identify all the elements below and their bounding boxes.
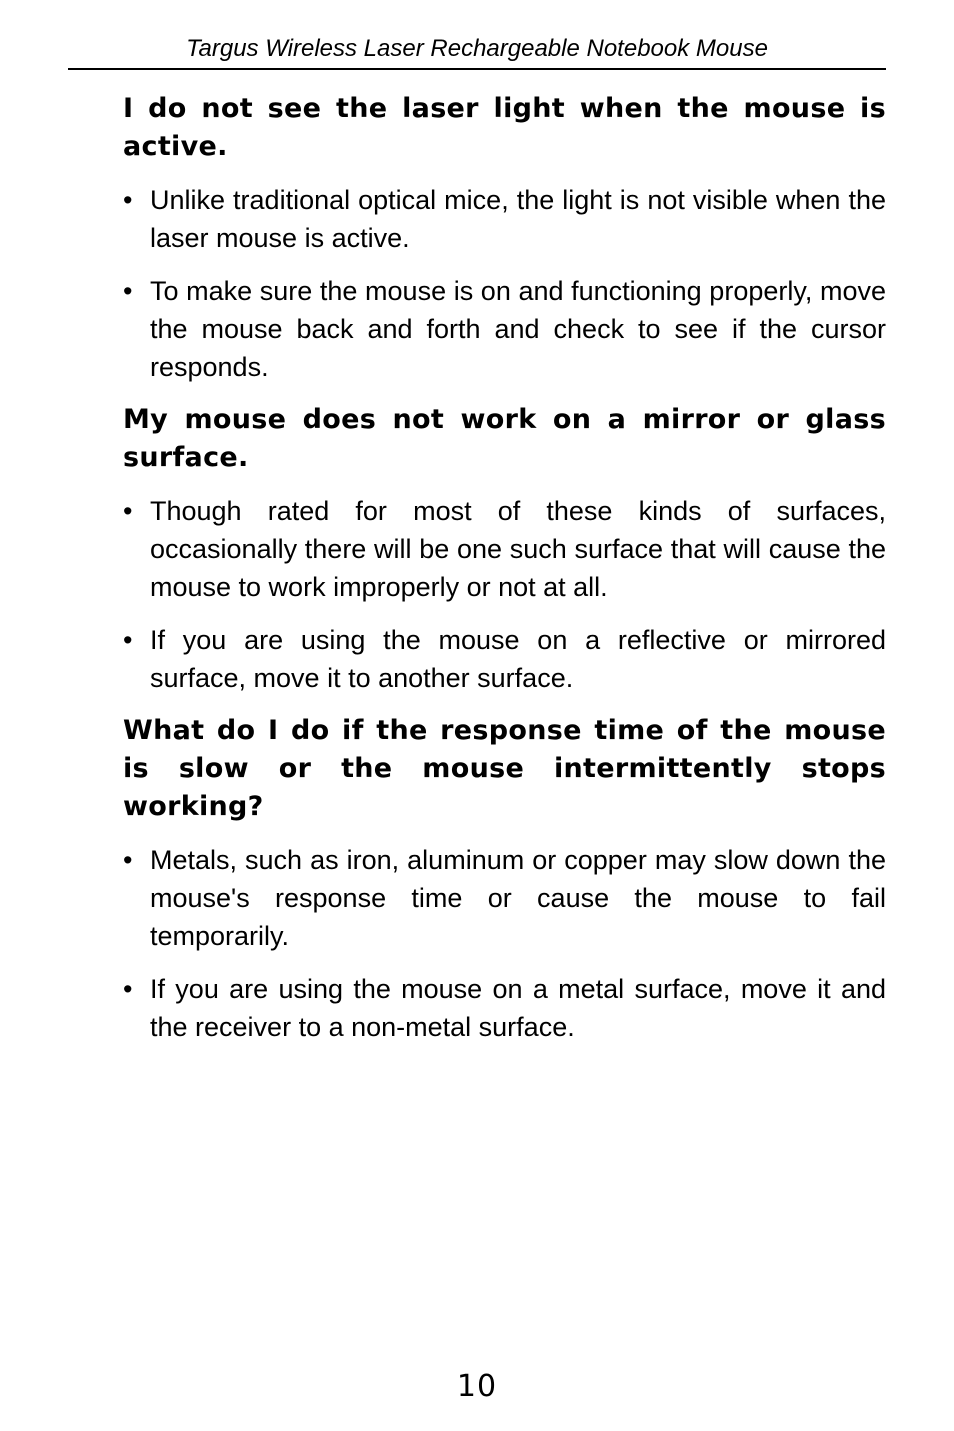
list-item xyxy=(123,841,886,955)
list-item-text: Unlike traditional optical mice, the light is not visible when the laser mouse is active. xyxy=(150,185,886,253)
page-content xyxy=(123,90,886,1046)
list-item-text: Though rated for most of these kinds of surfaces, occasionally there will be one such surface that will cause the mouse to work improperly or not at all. xyxy=(150,496,886,602)
bullet-icon: • xyxy=(123,625,133,655)
bullet-icon: • xyxy=(123,974,133,1004)
list-item xyxy=(123,272,886,386)
list-item-text: Metals, such as iron, aluminum or copper may slow down the mouse's response time or cause the mouse to fail temporarily. xyxy=(150,845,886,951)
list-item-text: If you are using the mouse on a metal surface, move it and the receiver to a non-metal surface. xyxy=(150,974,886,1042)
list-item xyxy=(123,970,886,1046)
section-mirror-glass xyxy=(123,401,886,697)
list-item xyxy=(123,181,886,257)
bullet-list xyxy=(123,841,886,1046)
section-response-time xyxy=(123,712,886,1046)
bullet-icon: • xyxy=(123,845,133,875)
list-item-text: If you are using the mouse on a reflective or mirrored surface, move it to another surface. xyxy=(150,625,886,693)
list-item-text: To make sure the mouse is on and functioning properly, move the mouse back and forth and check to see if the cursor responds. xyxy=(150,276,886,382)
section-heading: What do I do if the response time of the mouse is slow or the mouse intermittently stops working? xyxy=(123,715,886,822)
section-heading: My mouse does not work on a mirror or glass surface. xyxy=(123,404,886,473)
section-laser-light xyxy=(123,90,886,386)
bullet-icon: • xyxy=(123,185,133,215)
bullet-icon: • xyxy=(123,496,133,526)
list-item xyxy=(123,621,886,697)
bullet-icon: • xyxy=(123,276,133,306)
page-header-title: Targus Wireless Laser Rechargeable Notebook Mouse xyxy=(186,35,768,62)
list-item xyxy=(123,492,886,606)
bullet-list xyxy=(123,492,886,697)
page-number: 10 xyxy=(456,1369,498,1404)
header-divider xyxy=(68,68,886,70)
section-heading: I do not see the laser light when the mouse is active. xyxy=(123,93,886,162)
bullet-list xyxy=(123,181,886,386)
